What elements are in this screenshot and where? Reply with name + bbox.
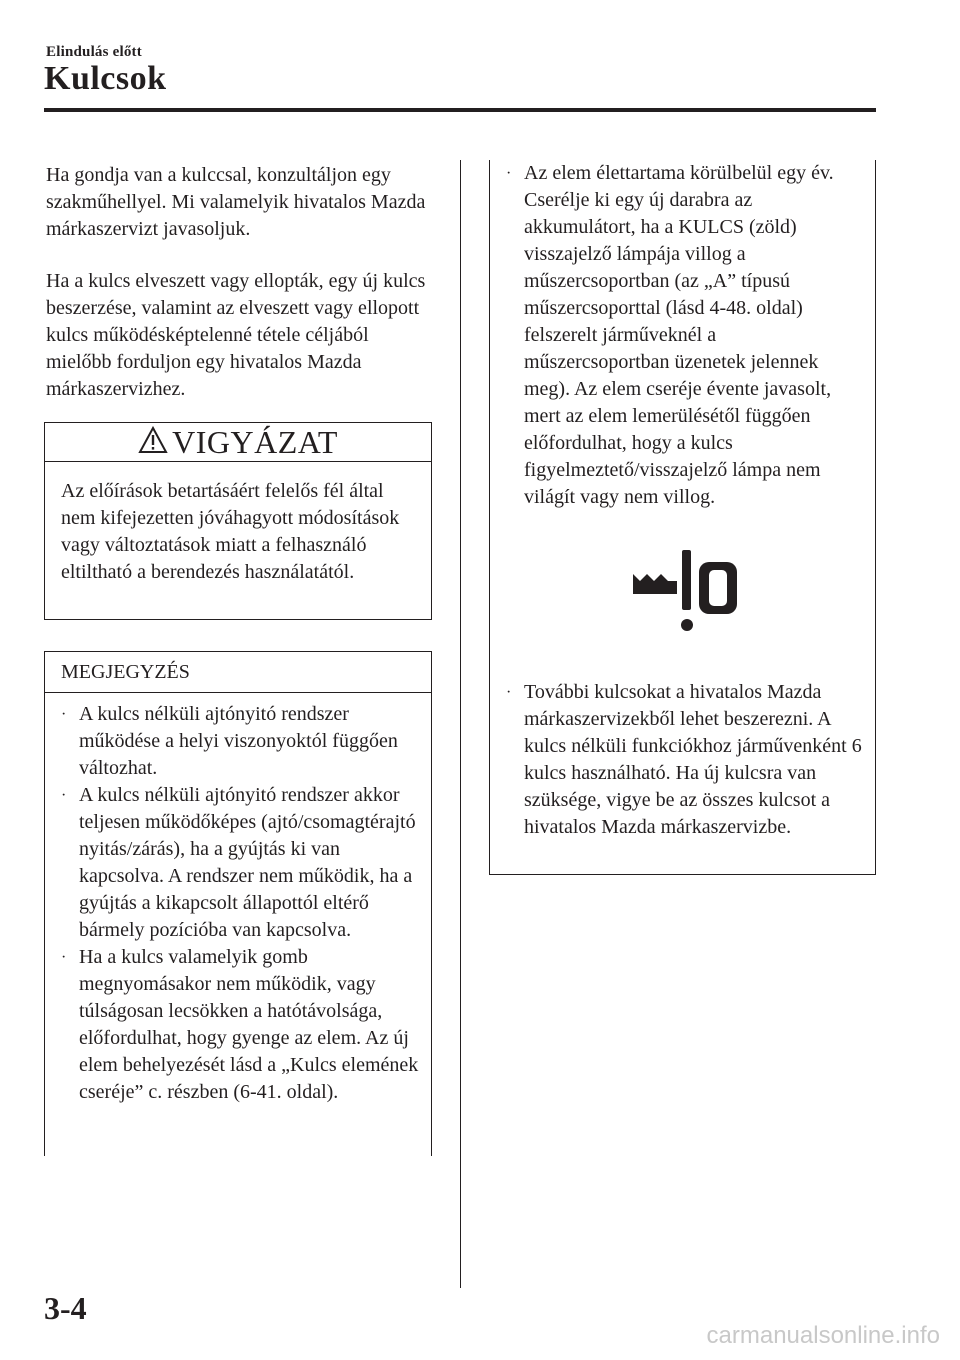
battery-life-text: Az elem élettartama körülbelül egy év. Cserélje ki egy új darabra az akkumulátort, ha a KULCS (zöld) visszajelző lámpája villog a műszercsoportban (az „A” típusú műszercsoporttal (lásd 4-48. oldal) felszerelt járműveknél a műszercsoportban üzenetek jelennek meg). Az elem cseréje évente javasolt, mert az elem lemerülésétől függően előfordulhat, hogy a kulcs figyelmeztető/visszajelző lámpa nem világít vagy nem villog. [524, 162, 834, 508]
bullet-dot: · [61, 706, 67, 723]
extra-keys-text: További kulcsokat a hivatalos Mazda márkaszervizekből lehet beszerezni. A kulcs nélküli funkciókhoz járművenként 6 kulcs használható. Ha új kulcsra van szüksége, vigye be az összes kulcsot a hivatalos Mazda márkaszervizbe. [524, 681, 862, 838]
caution-header [45, 423, 431, 462]
note-list [45, 701, 431, 1106]
note-item-text: A kulcs nélküli ajtónyitó rendszer akkor teljesen működőképes (ajtó/csomagtérajtó nyitás/zárás), ha a gyújtás ki van kapcsolva. A rendszer nem működik, ha a gyújtás a kikapcsolt állapottól eltérő bármely pozícióba van kapcsolva. [79, 784, 416, 941]
note-item-text: Ha a kulcs valamelyik gomb megnyomásakor nem működik, vagy túlságosan lecsökken a hatótávolsága, előfordulhat, hogy gyenge az elem. Az új elem behelyezését lásd a „Kulcs elemének cseréje” c. részben (6-41. oldal). [79, 946, 419, 1103]
note-header: MEGJEGYZÉS [45, 652, 431, 693]
note-item [61, 701, 423, 782]
note-item [61, 944, 423, 1106]
watermark: carmanualsonline.info [706, 1322, 940, 1349]
bullet-dot: · [61, 787, 67, 804]
page-number: 3-4 [44, 1290, 87, 1326]
key-warning-icon [627, 548, 743, 643]
caution-title: VIGYÁZAT [172, 423, 338, 460]
chapter-title: Kulcsok [44, 60, 167, 97]
caution-text: Az előírások betartásáért felelős fél által nem kifejezetten jóváhagyott módosítások vagy változtatások miatt a felhasználó eltiltható a berendezés használatától. [61, 480, 400, 583]
battery-life-item [506, 160, 865, 511]
intro-paragraph: Ha gondja van a kulccsal, konzultáljon egy szakműhellyel. Mi valamelyik hivatalos Mazda márkaszervizt javasoljuk. [46, 164, 426, 240]
bullet-dot: · [506, 165, 512, 182]
section-label: Elindulás előtt [46, 44, 142, 60]
header-rule [44, 108, 876, 112]
bullet-dot: · [61, 949, 67, 966]
extra-keys-item [506, 679, 865, 841]
caution-box [44, 422, 432, 620]
right-list [490, 160, 875, 841]
warning-triangle-icon [138, 426, 168, 459]
note-item [61, 782, 423, 944]
column-divider [460, 160, 461, 1288]
right-note-box [489, 160, 876, 875]
note-box [44, 651, 432, 1156]
note-item-text: A kulcs nélküli ajtónyitó rendszer működése a helyi viszonyoktól függően változhat. [79, 703, 398, 779]
lost-key-paragraph: Ha a kulcs elveszett vagy ellopták, egy új kulcs beszerzése, valamint az elveszett vagy ellopott kulcs működésképtelenné tétele céljából mielőbb forduljon egy hivatalos Mazda márkaszervizhez. [46, 270, 426, 400]
bullet-dot: · [506, 684, 512, 701]
